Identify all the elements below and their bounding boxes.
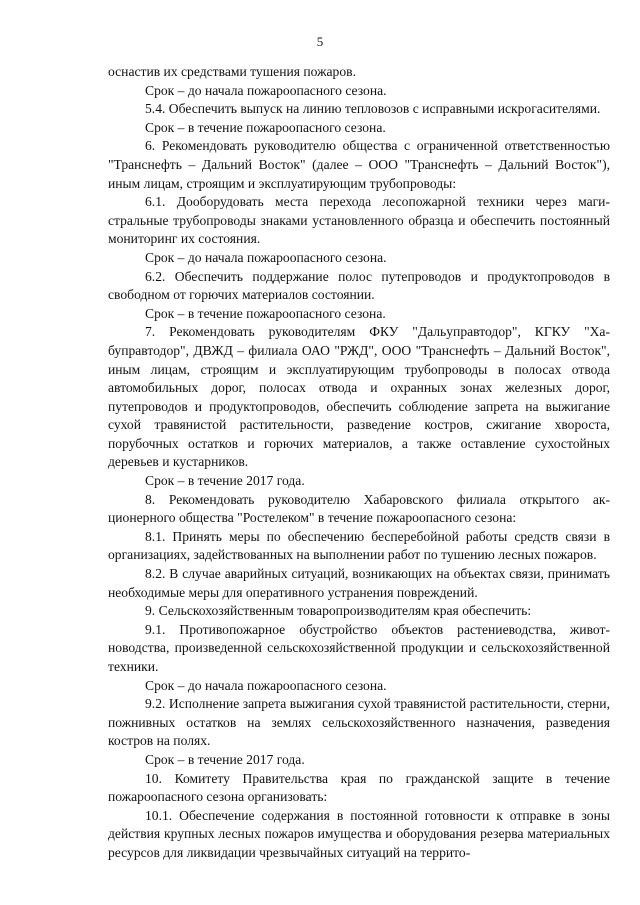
paragraph: Срок – до начала пожароопасного сезона.	[145, 82, 387, 98]
paragraph: 8.2. В случае аварийных ситуаций, возникающих на объектах связи, принимать необходимые меры для оперативного устранения повреждений.	[108, 566, 610, 600]
paragraph: 9. Сельскохозяйственным товаропроизводителям края обеспечить:	[145, 603, 532, 619]
paragraph: 9.2. Исполнение запрета выжигания сухой травянистой растительности, стерни, пожнивных остатков на землях сельскохозяйственного назначения, разведения костров на полях.	[108, 696, 610, 749]
paragraph: Срок – в течение 2017 года.	[145, 473, 305, 489]
paragraph: 6. Рекомендовать руководителю общества с ограниченной ответственностью "Транснефть – Дальний Восток" (далее – ООО "Транснефть – Дальний Восток"), иным лицам, строящим и эксплуатирующим трубопроводы:	[108, 138, 610, 191]
paragraph: Срок – до начала пожароопасного сезона.	[145, 677, 387, 693]
paragraph: 8.1. Принять меры по обеспечению бесперебойной работы средств связи в организациях, задействованных на выполнении работ по тушению лесных пожаров.	[108, 528, 610, 563]
paragraph: 6.1. Дооборудовать места перехода лесопожарной техники через магистральные трубопроводы знаками установленного образца и обеспечить постоянный мониторинг их состояния.	[108, 194, 610, 247]
paragraph: Срок – в течение 2017 года.	[145, 751, 305, 767]
paragraph: Срок – в течение пожароопасного сезона.	[145, 119, 386, 135]
paragraph: Срок – до начала пожароопасного сезона.	[145, 249, 387, 265]
paragraph: 8. Рекомендовать руководителю Хабаровского филиала открытого акционерного общества "Ростелеком" в течение пожароопасного сезона:	[108, 491, 610, 526]
paragraph: 10. Комитету Правительства края по гражданской защите в течение пожароопасного сезона организовать:	[108, 770, 610, 805]
paragraph: 7. Рекомендовать руководителям ФКУ "Дальуправтодор", КГКУ "Хабупрaвтодор", ДВЖД – филиала ОАО "РЖД", ООО "Транснефть – Дальний Восток", иным лицам, строящим и эксплуатирующим трубопроводы в полосах отвода автомобильных дорог, полосах отвода и охранных зонах железных дорог, путепроводов и продуктопроводов, обеспечить соблюдение запрета на выжигание сухой травянистой растительности, разведение костров, сжигание хвороста, порубочных остатков и горючих материалов, а также оставление сухостойных деревьев и кустарников.	[108, 324, 610, 470]
paragraph: 5.4. Обеспечить выпуск на линию тепловозов с исправными искрогасителями.	[145, 101, 601, 117]
paragraph: 6.2. Обеспечить поддержание полос путепроводов и продуктопроводов в свободном от горючих материалов состоянии.	[108, 268, 610, 303]
document-body	[108, 63, 610, 863]
paragraph: 9.1. Противопожарное обустройство объектов растениеводства, животноводства, произведенной сельскохозяйственной продукции и сельскохозяйственной техники.	[108, 621, 610, 674]
page-number: 5	[316, 34, 324, 49]
paragraph: 10.1. Обеспечение содержания в постоянной готовности к отправке в зоны действия крупных лесных пожаров имущества и оборудования резерва материальных ресурсов для ликвидации чрезвычайных ситуаций на террито-	[108, 807, 610, 860]
paragraph: Срок – в течение пожароопасного сезона.	[145, 305, 386, 321]
paragraph: оснастив их средствами тушения пожаров.	[108, 64, 356, 79]
